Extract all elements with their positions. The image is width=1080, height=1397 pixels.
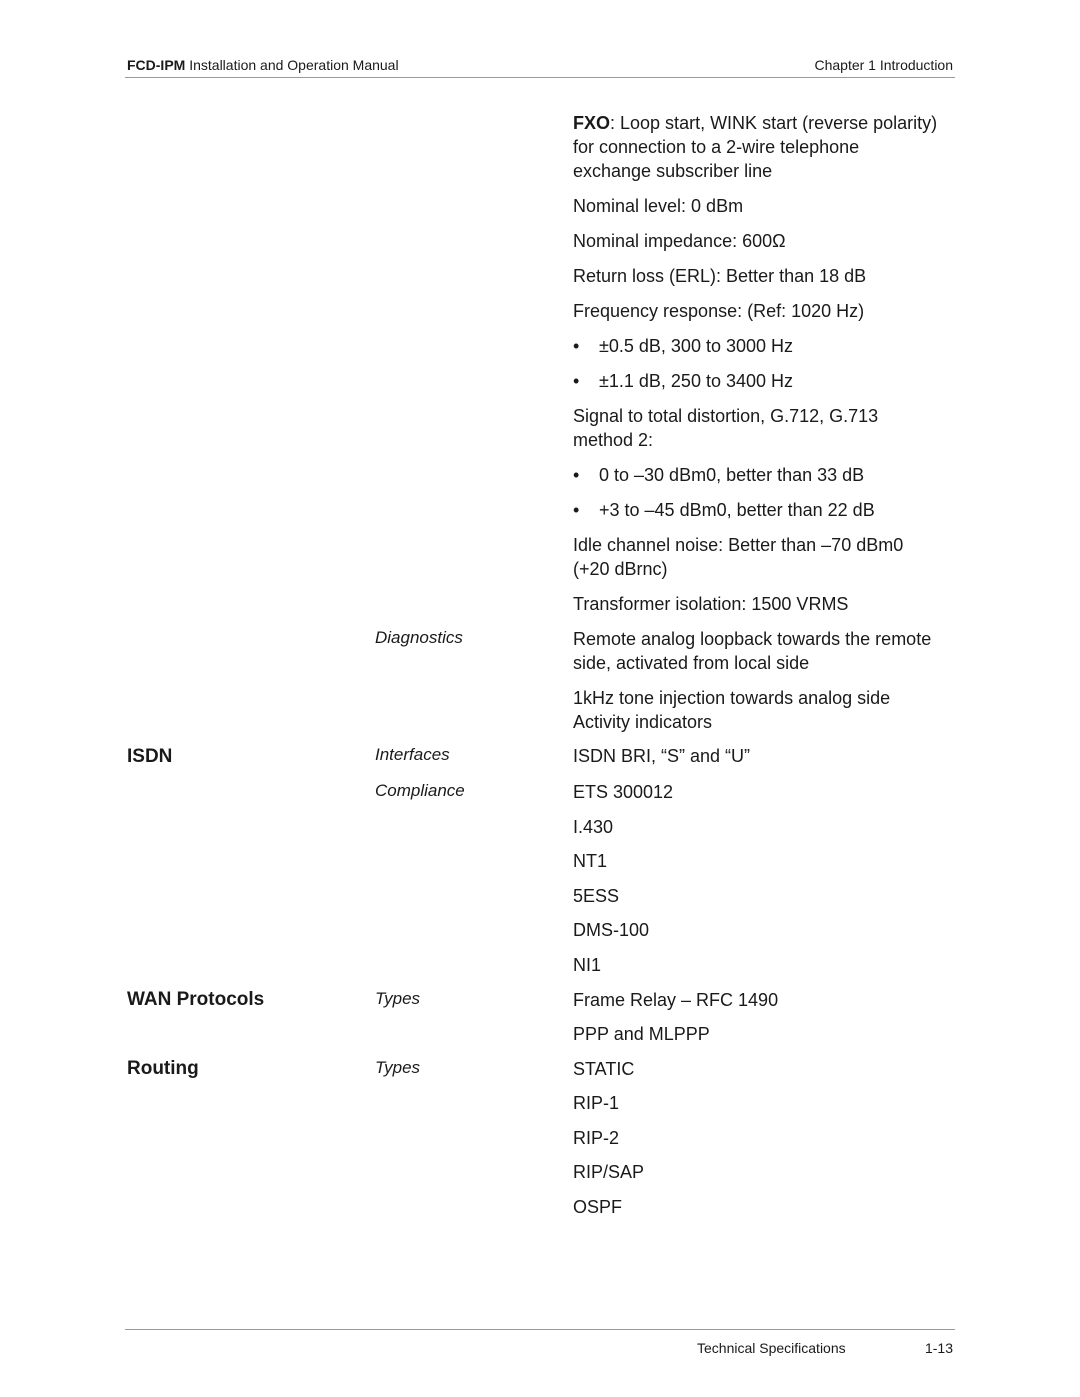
fxo-text: : Loop start, WINK start (reverse polarity) (610, 113, 938, 133)
isdn-heading: ISDN (127, 746, 173, 767)
routing-types-label: Types (375, 1058, 421, 1077)
doc-title: Installation and Operation Manual (185, 57, 399, 73)
frequency-response: Frequency response: (Ref: 1020 Hz) (573, 301, 865, 321)
routing-type-item: OSPF (573, 1197, 623, 1217)
footer-section-title: Technical Specifications (697, 1340, 846, 1356)
compliance-item: I.430 (573, 817, 614, 837)
nominal-level: Nominal level: 0 dBm (573, 196, 744, 216)
dist-bullet-2-text: +3 to –45 dBm0, better than 22 dB (599, 500, 875, 520)
wan-protocols-heading: WAN Protocols (127, 989, 265, 1010)
signal-distortion-1: Signal to total distortion, G.712, G.713 (573, 406, 879, 426)
wan-type-item: PPP and MLPPP (573, 1024, 710, 1044)
doc-code: FCD-IPM (127, 57, 186, 73)
bullet-icon: • (573, 336, 580, 356)
page-footer (125, 1329, 955, 1356)
page-number: 1-13 (924, 1340, 953, 1356)
compliance-item: ETS 300012 (573, 782, 674, 802)
fxo-line-2: for connection to a 2-wire telephone (573, 137, 860, 157)
fxo-label: FXO (573, 113, 611, 133)
dist-bullet-1-text: 0 to –30 dBm0, better than 33 dB (599, 465, 865, 485)
interfaces-label: Interfaces (375, 745, 450, 764)
interfaces-value: ISDN BRI, “S” and “U” (573, 746, 751, 766)
wan-types-label: Types (375, 989, 421, 1008)
bullet-icon: • (573, 465, 580, 485)
compliance-label: Compliance (375, 781, 465, 800)
freq-bullet-2-text: ±1.1 dB, 250 to 3400 Hz (599, 371, 794, 391)
nominal-impedance: Nominal impedance: 600Ω (573, 231, 786, 251)
transformer-isolation: Transformer isolation: 1500 VRMS (573, 594, 849, 614)
return-loss: Return loss (ERL): Better than 18 dB (573, 266, 867, 286)
routing-type-item: RIP/SAP (573, 1162, 645, 1182)
signal-distortion-2: method 2: (573, 430, 654, 450)
wan-type-item: Frame Relay – RFC 1490 (573, 990, 779, 1010)
page-header (125, 57, 955, 78)
diagnostics-line-1: Remote analog loopback towards the remote (573, 629, 932, 649)
manual-title (127, 57, 399, 73)
idle-noise-1: Idle channel noise: Better than –70 dBm0 (573, 535, 904, 555)
routing-type-item: STATIC (573, 1059, 635, 1079)
diagnostics-line-3: 1kHz tone injection towards analog side (573, 688, 891, 708)
compliance-item: NT1 (573, 851, 608, 871)
diagnostics-line-2: side, activated from local side (573, 653, 810, 673)
bullet-icon: • (573, 500, 580, 520)
bullet-icon: • (573, 371, 580, 391)
chapter-title: Chapter 1 Introduction (814, 57, 953, 73)
compliance-item: DMS-100 (573, 920, 650, 940)
freq-bullet-2 (573, 369, 793, 393)
diagnostics-line-4: Activity indicators (573, 712, 713, 732)
fxo-line-3: exchange subscriber line (573, 161, 773, 181)
fxo-line-1 (573, 111, 937, 135)
dist-bullet-1 (573, 463, 864, 487)
compliance-item: NI1 (573, 955, 602, 975)
routing-heading: Routing (127, 1058, 199, 1079)
idle-noise-2: (+20 dBrnc) (573, 559, 668, 579)
routing-type-item: RIP-2 (573, 1128, 620, 1148)
diagnostics-label: Diagnostics (375, 628, 463, 647)
freq-bullet-1 (573, 334, 793, 358)
dist-bullet-2 (573, 498, 875, 522)
routing-type-item: RIP-1 (573, 1093, 620, 1113)
compliance-item: 5ESS (573, 886, 620, 906)
freq-bullet-1-text: ±0.5 dB, 300 to 3000 Hz (599, 336, 794, 356)
